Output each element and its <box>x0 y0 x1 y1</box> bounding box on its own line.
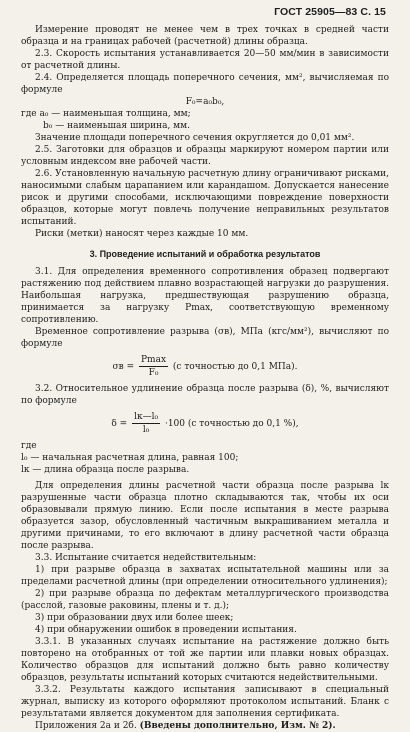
paragraph: Временное сопротивление разрыва (σв), МПа (кгс/мм²), вычисляют по формуле <box>21 327 389 349</box>
paragraph: 3.3.1. В указанных случаях испытание на растяжение должно быть повторено на отобранных от той же партии или плавки новых образцах. Количество образцов для испытаний должно быть равно количеству образцов, результаты испытаний которых считаются недействительными. <box>21 637 389 683</box>
amendment-note <box>21 720 389 732</box>
paragraph: 2.5. Заготовки для образцов и образцы маркируют номером партии или условным индексом вне рабочей части. <box>21 145 389 167</box>
paragraph: 3.3.2. Результаты каждого испытания записывают в специальный журнал, выписку из которого оформляют протоколом испытаний. Бланк с результатами является документом для заполнения сертификата. <box>21 685 389 719</box>
fraction <box>139 354 168 379</box>
amendment-label: Приложения 2а и 2б. <box>35 721 137 731</box>
amendment-bold: (Введены дополнительно, Изм. № 2). <box>139 721 336 731</box>
paragraph: Измерение проводят не менее чем в трех точках в средней части образца и на границах рабочей (расчетной) длины образца. <box>21 25 389 47</box>
paragraph: 2.6. Установленную начальную расчетную длину ограничивают рисками, наносимыми слабым царапанием или карандашом. Допускается нанесение рисок и другими способами, исключающими повреждение поверхности образцов, которые могут повлечь получение неправильных результатов испытаний. <box>21 169 389 227</box>
formula-suffix: (с точностью до 0,1 МПа). <box>172 362 298 372</box>
page-header: ГОСТ 25905—83 С. 15 <box>274 6 386 18</box>
formula-elongation <box>21 411 389 436</box>
formula-tensile <box>21 354 389 379</box>
paragraph: 3.3. Испытание считается недействительным: <box>35 553 257 563</box>
definition-line: где a₀ — наименьшая толщина, мм; <box>21 109 191 119</box>
list-item: 4) при обнаружении ошибок в проведении испытания. <box>35 625 297 635</box>
definition-line: lк — длина образца после разрыва. <box>21 465 190 475</box>
list-item: 2) при разрыве образца по дефектам металлургического производства (расслой, газовые раковины, плены и т. д.); <box>21 589 389 611</box>
fraction <box>132 411 160 436</box>
paragraph: 2.4. Определяется площадь поперечного сечения, мм², вычисляемая по формуле <box>21 73 389 95</box>
section-heading: 3. Проведение испытаний и обработка результатов <box>89 249 321 259</box>
paragraph: Риски (метки) наносят через каждые 10 мм. <box>35 229 249 239</box>
document-body <box>21 24 389 732</box>
fraction-numerator: lк—l₀ <box>134 412 159 422</box>
paragraph: 3.1. Для определения временного сопротивления образец подвергают растяжению под действием плавно возрастающей нагрузки до разрушения. Наибольшая нагрузка, предшествующая разрушению образца, принимается за нагрузку Pmax, соответствующую временному сопротивлению. <box>21 267 389 325</box>
definition-line: где <box>21 441 37 451</box>
formula-suffix: ·100 (с точностью до 0,1 %), <box>164 419 299 429</box>
paragraph: Значение площади поперечного сечения округляется до 0,01 мм². <box>35 133 355 143</box>
list-item: 3) при образовании двух или более шеек; <box>35 613 234 623</box>
paragraph: 2.3. Скорость испытания устанавливается 20—50 мм/мин в зависимости от расчетной длины. <box>21 49 389 71</box>
formula-area: F₀=a₀b₀, <box>185 97 225 107</box>
definition-line: l₀ — начальная расчетная длина, равная 100; <box>21 453 239 463</box>
formula-prefix: δ = <box>111 419 128 429</box>
formula-prefix: σв = <box>112 362 135 372</box>
fraction-numerator: Pmax <box>141 355 167 365</box>
fraction-denominator: F₀ <box>148 368 159 378</box>
paragraph: 3.2. Относительное удлинение образца после разрыва (δ), %, вычисляют по формуле <box>21 384 389 406</box>
fraction-denominator: l₀ <box>142 425 150 435</box>
list-item: 1) при разрыве образца в захватах испытательной машины или за пределами расчетной длины (при определении относительного удлинения); <box>21 565 389 587</box>
definition-line: b₀ — наименьшая ширина, мм. <box>43 121 191 131</box>
paragraph: Для определения длины расчетной части образца после разрыва lк разрушенные части образца плотно складываются так, чтобы их оси образовывали прямую линию. Если после испытания в месте разрыва образуется зазор, обусловленный частичным выкрашиванием металла и другими причинами, то его включают в длину расчетной части образца после разрыва. <box>21 481 389 551</box>
